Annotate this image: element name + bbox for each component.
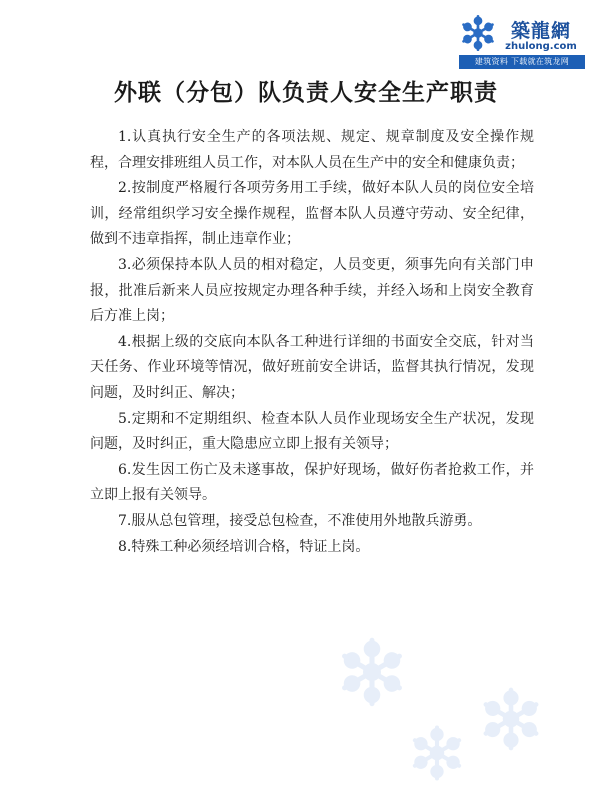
snowflake-watermark-icon — [478, 686, 544, 752]
logo-name-en: zhulong.com — [505, 41, 577, 52]
snowflake-watermark-icon — [336, 636, 408, 708]
document-body — [90, 125, 534, 560]
page-title: 外联（分包）队负责人安全生产职责 — [114, 79, 498, 106]
snowflake-logo-icon — [459, 14, 497, 52]
duty-paragraph-2: 2.按制度严格履行各项劳务用工手续，做好本队人员的岗位安全培训，经常组织学习安全操作规程，监督本队人员遵守劳动、安全纪律，做到不违章指挥，制止违章作业； — [90, 180, 534, 248]
logo-tagline: 建筑资料 下载就在筑龙网 — [459, 55, 585, 69]
logo-name-cn: 築龍網 — [510, 20, 571, 42]
duty-paragraph-3: 3.必须保持本队人员的相对稳定，人员变更，须事先向有关部门申报，批准后新来人员应按规定办理各种手续，并经入场和上岗安全教育后方准上岗； — [90, 256, 534, 325]
duty-paragraph-5: 5.定期和不定期组织、检查本队人员作业现场安全生产状况，发现问题，及时纠正，重大隐患应立即上报有关领导； — [90, 410, 534, 453]
duty-paragraph-1: 1.认真执行安全生产的各项法规、规定、规章制度及安全操作规程，合理安排班组人员工作，对本队人员在生产中的安全和健康负责； — [90, 129, 534, 171]
duty-paragraph-4: 4.根据上级的交底向本队各工种进行详细的书面安全交底，针对当天任务、作业环境等情况，做好班前安全讲话，监督其执行情况，发现问题，及时纠正、解决； — [90, 333, 534, 401]
site-logo — [459, 14, 585, 72]
duty-paragraph-6: 6.发生因工伤亡及未遂事故，保护好现场，做好伤者抢救工作，并立即上报有关领导。 — [90, 461, 534, 504]
snowflake-watermark-icon — [408, 724, 466, 782]
duty-paragraph-8: 8.特殊工种必须经培训合格，特证上岗。 — [118, 538, 370, 555]
duty-paragraph-7: 7.服从总包管理，接受总包检查，不准使用外地散兵游勇。 — [118, 512, 482, 529]
